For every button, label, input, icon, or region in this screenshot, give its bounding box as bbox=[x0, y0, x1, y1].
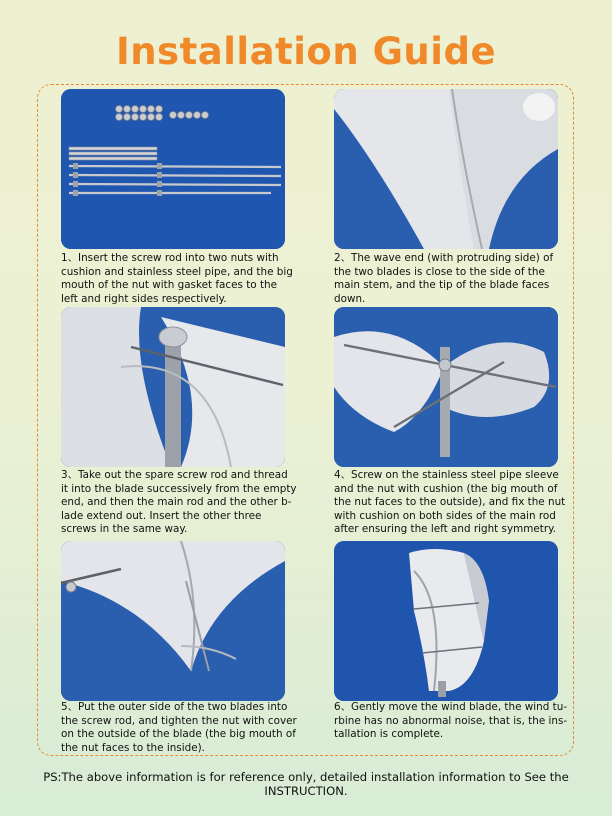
step-1-photo bbox=[61, 89, 285, 249]
step-3-caption: 3、Take out the spare screw rod and thread it into the blade successively from the empty end, and then the main rod and the other b-lade extend out. Insert the other three screws in the same way. bbox=[61, 469, 297, 536]
step-6-photo bbox=[334, 541, 558, 701]
page-title: Installation Guide bbox=[115, 30, 497, 73]
step-5-photo bbox=[61, 541, 285, 701]
step-5-caption: 5、Put the outer side of the two blades into the screw rod, and tighten the nut with cover on the outside of the blade (the big mouth of the nut faces to the inside). bbox=[61, 701, 297, 754]
step-4-caption: 4、Screw on the stainless steel pipe sleeve and the nut with cushion (the big mouth of the nut faces to the outside), and fix the nut with cushion on both sides of the main rod after ensuring the left and right symmetry. bbox=[334, 469, 566, 536]
step-6-caption: 6、Gently move the wind blade, the wind tu-rbine has no abnormal noise, that is, the ins-tallation is complete. bbox=[334, 701, 568, 741]
step-1-caption: 1、Insert the screw rod into two nuts with cushion and stainless steel pipe, and the big mouth of the nut with gasket faces to the left and right sides respectively. bbox=[61, 252, 293, 305]
step-4-photo bbox=[334, 307, 558, 467]
step-2-photo bbox=[334, 89, 558, 249]
footnote: PS:The above information is for reference only, detailed installation information to See the INSTRUCTION. bbox=[43, 770, 569, 798]
step-3-photo bbox=[61, 307, 285, 467]
step-2-caption: 2、The wave end (with protruding side) of the two blades is close to the side of the main stem, and the tip of the blade faces down. bbox=[334, 252, 554, 305]
